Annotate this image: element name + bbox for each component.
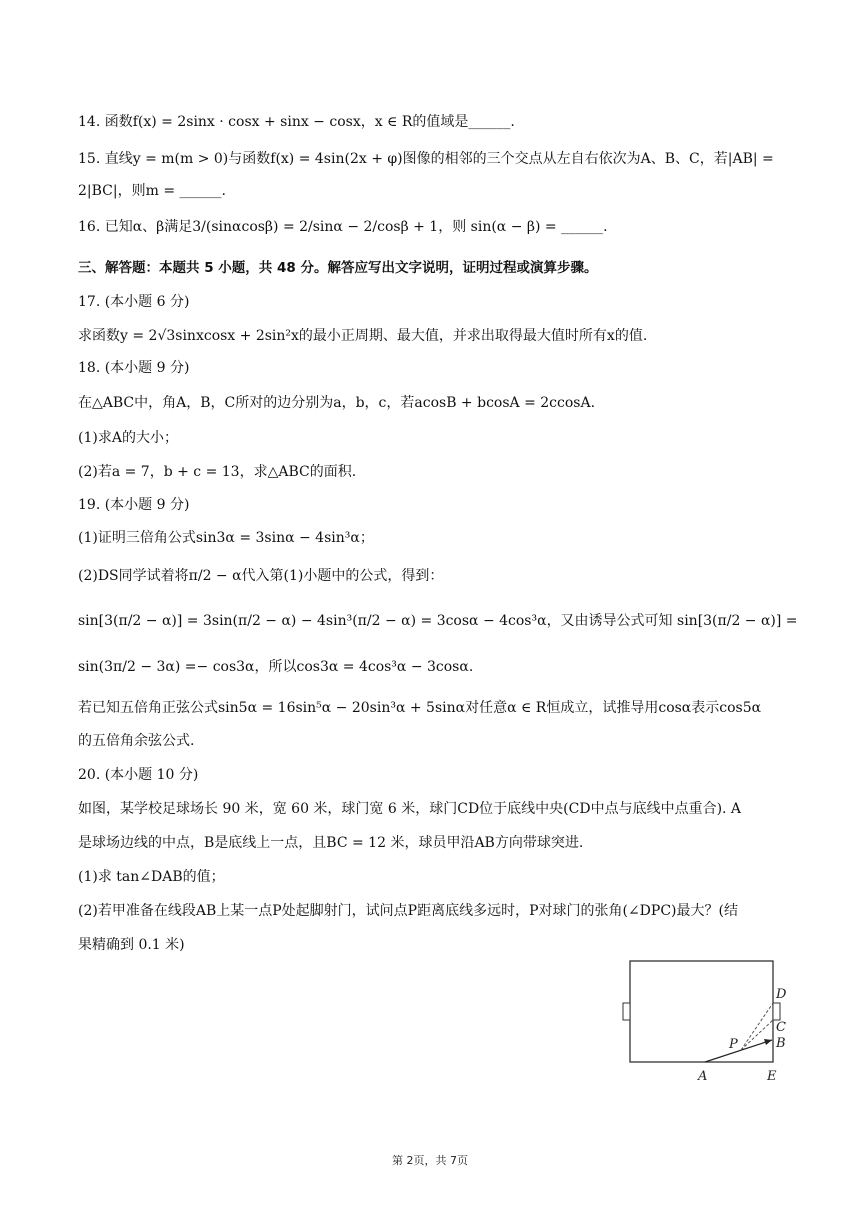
question-17-body: 求函数y = 2√3sinxcosx + 2sin²x的最小正周期、最大值，并求出取得最大值时所有x的值.	[78, 328, 648, 344]
question-19-task-cont: 的五倍角余弦公式.	[78, 733, 195, 749]
question-19-derivation: sin[3(π/2 − α)] = 3sin(π/2 − α) − 4sin³(π/2 − α) = 3cosα − 4cos³α，又由诱导公式可知 sin[3(π/2 − α)] =	[78, 613, 798, 629]
question-16: 16. 已知α、β满足3/(sinαcosβ) = 2/sinα − 2/cosβ + 1，则 sin(α − β) = ______.	[78, 219, 608, 235]
question-18-part2: (2)若a = 7，b + c = 13，求△ABC的面积.	[78, 464, 357, 480]
label-C: C	[776, 1020, 786, 1035]
question-18-title: 18. (本小题 9 分)	[78, 360, 190, 376]
question-20-body-cont: 是球场边线的中点，B是底线上一点，且BC = 12 米，球员甲沿AB方向带球突进.	[78, 835, 584, 851]
label-B: B	[776, 1036, 786, 1051]
question-18-part1: (1)求A的大小；	[78, 430, 178, 446]
question-20-part1: (1)求 tan∠DAB的值；	[78, 869, 225, 885]
question-20-part2: (2)若甲准备在线段AB上某一点P处起脚射门，试问点P距离底线多远时，P对球门的张角(∠DPC)最大？(结	[78, 903, 738, 919]
page-footer: 第 2页，共 7页	[392, 1154, 468, 1167]
section-heading: 三、解答题：本题共 5 小题，共 48 分。解答应写出文字说明，证明过程或演算步骤。	[78, 260, 598, 276]
label-D: D	[776, 987, 787, 1002]
question-19-part2: (2)DS同学试着将π/2 − α代入第(1)小题中的公式，得到：	[78, 568, 444, 584]
question-14: 14. 函数f(x) = 2sinx · cosx + sinx − cosx，x ∈ R的值域是______.	[78, 114, 515, 130]
label-E: E	[767, 1069, 777, 1084]
question-15-cont: 2|BC|，则m = ______.	[78, 183, 226, 199]
question-20-body: 如图，某学校足球场长 90 米，宽 60 米，球门宽 6 米，球门CD位于底线中央(CD中点与底线中点重合). A	[78, 801, 742, 817]
question-20-part2-cont: 果精确到 0.1 米)	[78, 937, 185, 953]
question-19-derivation-cont: sin(3π/2 − 3α) =− cos3α，所以cos3α = 4cos³α − 3cosα.	[78, 659, 474, 675]
question-15: 15. 直线y = m(m > 0)与函数f(x) = 4sin(2x + φ)图像的相邻的三个交点从左自右依次为A、B、C，若|AB| =	[78, 151, 774, 167]
question-20-title: 20. (本小题 10 分)	[78, 767, 199, 783]
question-19-part1: (1)证明三倍角公式sin3α = 3sinα − 4sin³α；	[78, 530, 374, 546]
label-P: P	[729, 1037, 738, 1052]
label-A: A	[698, 1069, 708, 1084]
question-18-body: 在△ABC中，角A，B，C所对的边分别为a，b，c，若acosB + bcosA = 2ccosA.	[78, 395, 596, 411]
question-19-task: 若已知五倍角正弦公式sin5α = 16sin⁵α − 20sin³α + 5sinα对任意α ∈ R恒成立，试推导用cosα表示cos5α	[78, 700, 762, 716]
question-17-title: 17. (本小题 6 分)	[78, 294, 190, 310]
question-19-title: 19. (本小题 9 分)	[78, 497, 190, 513]
